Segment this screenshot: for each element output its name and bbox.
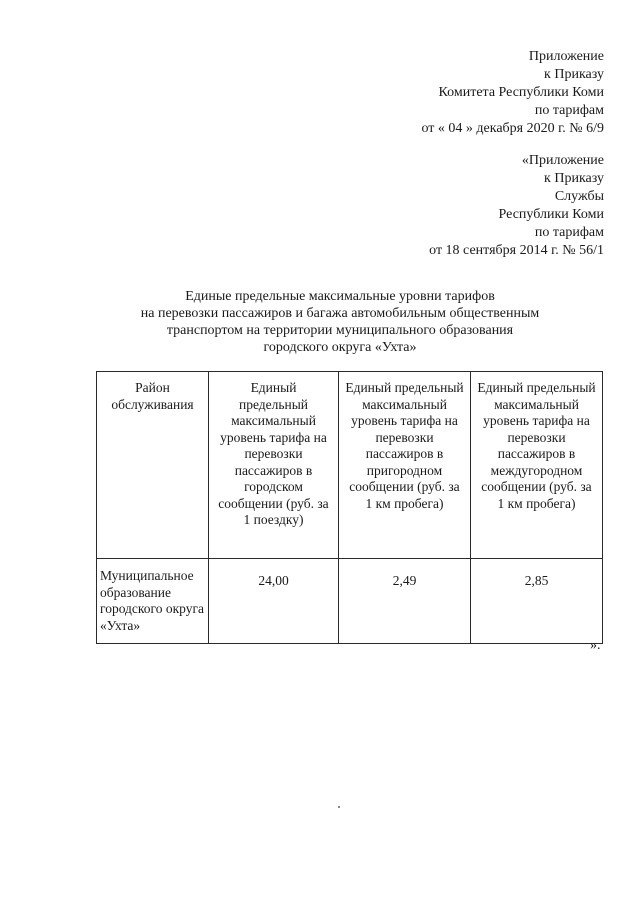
header-cell-intercity-tariff: Единый предельный максимальный уровень тарифа на перевозки пассажиров в междугородном сообщении (руб. за 1 км пробега) [471,372,603,559]
appendix-order-committee [421,48,604,138]
appendix-line: по тарифам [534,225,604,240]
title-line: на перевозки пассажиров и багажа автомобильным общественным [140,306,540,321]
tariff-table [96,371,603,644]
title-line: Единые предельные максимальные уровни тарифов [185,289,495,304]
cell-intercity-tariff: 2,85 [471,559,603,644]
appendix-line: Республики Коми [498,207,604,222]
appendix-line: «Приложение [521,153,604,168]
table-header-row [97,372,603,559]
title-line: транспортом на территории муниципального образования [166,323,514,338]
cell-area: Муниципальное образование городского округа «Ухта» [97,559,209,644]
title-line: городского округа «Ухта» [263,340,417,355]
table-row [97,559,603,644]
appendix-line: к Приказу [544,171,604,186]
header-cell-city-tariff: Единый предельный максимальный уровень тарифа на перевозки пассажиров в городском сообщении (руб. за 1 поездку) [209,372,339,559]
cell-city-tariff: 24,00 [209,559,339,644]
closing-quote: ». [590,638,601,653]
scan-speck [338,806,340,808]
cell-suburban-tariff: 2,49 [339,559,471,644]
header-cell-area: Район обслуживания [97,372,209,559]
header-cell-suburban-tariff: Единый предельный максимальный уровень тарифа на перевозки пассажиров в пригородном сообщении (руб. за 1 км пробега) [339,372,471,559]
appendix-line: Комитета Республики Коми [438,85,604,100]
appendix-line: от « 04 » декабря 2020 г. № 6/9 [421,121,604,136]
document-title [90,288,590,356]
appendix-line: по тарифам [534,103,604,118]
appendix-line: от 18 сентября 2014 г. № 56/1 [429,243,604,258]
appendix-order-service [429,152,604,260]
appendix-line: к Приказу [544,67,604,82]
appendix-line: Приложение [528,49,604,64]
appendix-line: Службы [554,189,604,204]
